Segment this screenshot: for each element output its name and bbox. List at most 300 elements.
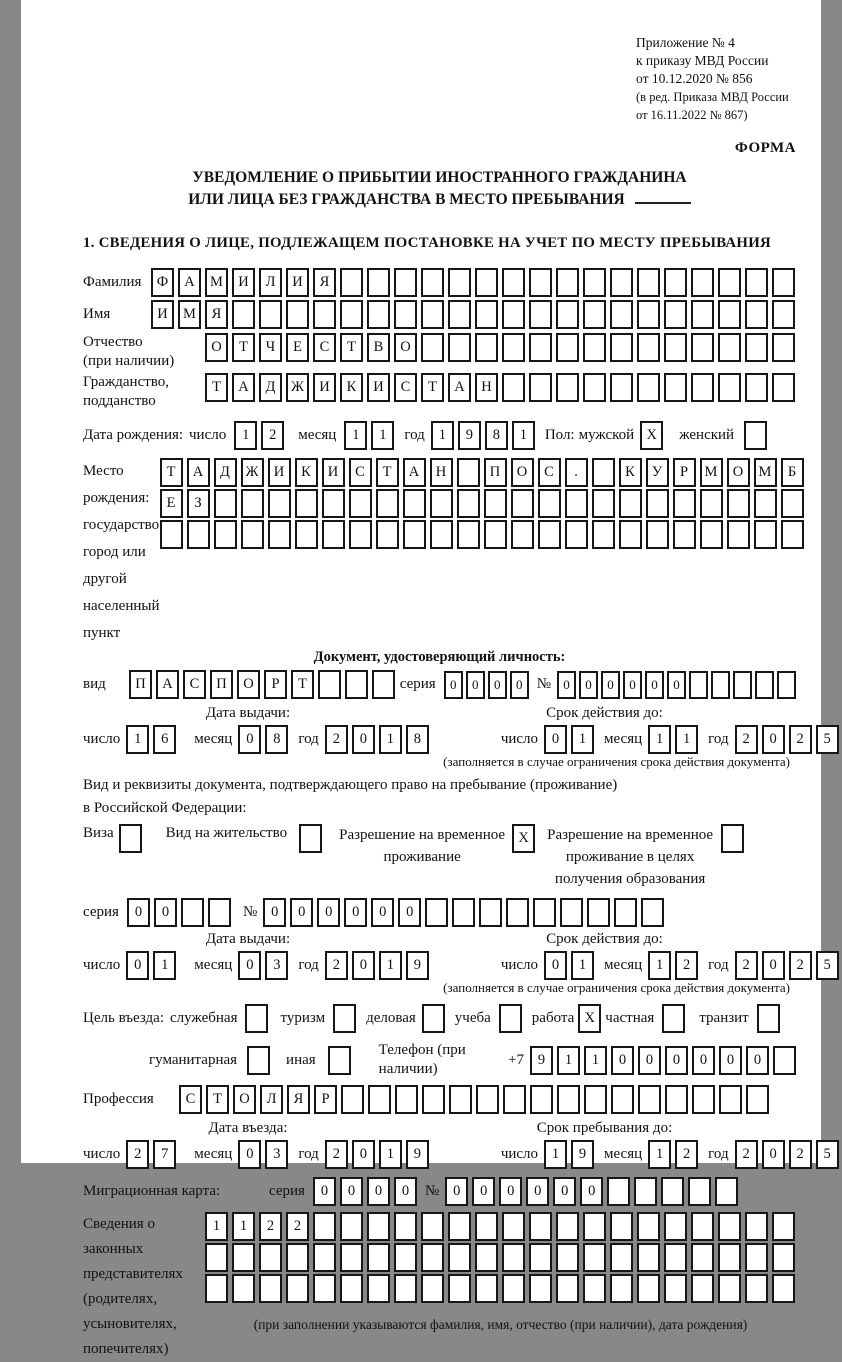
form-cell[interactable] [533, 898, 556, 927]
form-cell[interactable] [592, 489, 615, 518]
form-cell[interactable]: 1 [344, 421, 367, 450]
form-cell[interactable] [556, 333, 579, 362]
form-cell[interactable]: С [349, 458, 372, 487]
form-cell[interactable]: 0 [313, 1177, 336, 1206]
form-cell[interactable] [322, 489, 345, 518]
form-cell[interactable]: 2 [789, 725, 812, 754]
form-cell[interactable] [718, 300, 741, 329]
form-cell[interactable]: 0 [553, 1177, 576, 1206]
form-cell[interactable] [583, 1212, 606, 1241]
form-cell[interactable]: И [268, 458, 291, 487]
form-cell[interactable] [187, 520, 210, 549]
form-cell[interactable] [661, 1177, 684, 1206]
form-cell[interactable] [119, 824, 142, 853]
form-cell[interactable] [745, 1212, 768, 1241]
form-cell[interactable]: Т [421, 373, 444, 402]
form-cell[interactable] [781, 489, 804, 518]
form-cell[interactable] [367, 1243, 390, 1272]
form-cell[interactable]: Я [313, 268, 336, 297]
form-cell[interactable] [538, 489, 561, 518]
form-cell[interactable]: 1 [379, 951, 402, 980]
form-cell[interactable] [587, 898, 610, 927]
form-cell[interactable]: Я [287, 1085, 310, 1114]
form-cell[interactable]: 0 [526, 1177, 549, 1206]
form-cell[interactable]: Т [340, 333, 363, 362]
form-cell[interactable] [430, 520, 453, 549]
form-cell[interactable] [718, 268, 741, 297]
form-cell[interactable] [772, 268, 795, 297]
form-cell[interactable]: Л [259, 268, 282, 297]
form-cell[interactable]: К [619, 458, 642, 487]
form-cell[interactable]: 2 [735, 951, 758, 980]
form-cell[interactable]: И [232, 268, 255, 297]
form-cell[interactable] [394, 1212, 417, 1241]
form-cell[interactable] [610, 268, 633, 297]
form-cell[interactable] [610, 1243, 633, 1272]
form-cell[interactable] [502, 333, 525, 362]
form-cell[interactable] [637, 333, 660, 362]
form-cell[interactable]: 0 [352, 951, 375, 980]
form-cell[interactable] [560, 898, 583, 927]
form-cell[interactable]: А [232, 373, 255, 402]
form-cell[interactable] [394, 1274, 417, 1303]
form-cell[interactable] [430, 489, 453, 518]
form-cell[interactable] [556, 1274, 579, 1303]
form-cell[interactable] [745, 268, 768, 297]
form-cell[interactable] [502, 1243, 525, 1272]
form-cell[interactable] [691, 1243, 714, 1272]
form-cell[interactable]: 2 [126, 1140, 149, 1169]
form-cell[interactable] [394, 300, 417, 329]
form-cell[interactable] [372, 670, 395, 699]
form-cell[interactable] [583, 373, 606, 402]
form-cell[interactable] [745, 300, 768, 329]
form-cell[interactable] [259, 1274, 282, 1303]
form-cell[interactable]: Е [286, 333, 309, 362]
form-cell[interactable]: И [313, 373, 336, 402]
form-cell[interactable]: И [286, 268, 309, 297]
form-cell[interactable] [757, 1004, 780, 1033]
form-cell[interactable]: 0 [510, 671, 529, 699]
form-cell[interactable]: С [394, 373, 417, 402]
form-cell[interactable]: 1 [126, 725, 149, 754]
form-cell[interactable]: В [367, 333, 390, 362]
form-cell[interactable] [259, 1243, 282, 1272]
form-cell[interactable] [506, 898, 529, 927]
form-cell[interactable]: 0 [317, 898, 340, 927]
form-cell[interactable] [499, 1004, 522, 1033]
form-cell[interactable]: Д [214, 458, 237, 487]
form-cell[interactable]: 0 [579, 671, 598, 699]
form-cell[interactable] [328, 1046, 351, 1075]
form-cell[interactable]: 1 [544, 1140, 567, 1169]
form-cell[interactable] [777, 671, 796, 699]
form-cell[interactable] [313, 1212, 336, 1241]
form-cell[interactable] [205, 1274, 228, 1303]
form-cell[interactable]: А [178, 268, 201, 297]
form-cell[interactable]: 1 [153, 951, 176, 980]
form-cell[interactable]: 7 [153, 1140, 176, 1169]
form-cell[interactable] [718, 1243, 741, 1272]
form-cell[interactable]: 0 [623, 671, 642, 699]
form-cell[interactable] [476, 1085, 499, 1114]
form-cell[interactable] [286, 1274, 309, 1303]
form-cell[interactable]: С [179, 1085, 202, 1114]
form-cell[interactable]: 0 [488, 671, 507, 699]
form-cell[interactable]: 0 [638, 1046, 661, 1075]
form-cell[interactable] [349, 520, 372, 549]
form-cell[interactable]: 2 [675, 951, 698, 980]
form-cell[interactable]: 0 [499, 1177, 522, 1206]
form-cell[interactable]: Р [314, 1085, 337, 1114]
form-cell[interactable] [422, 1004, 445, 1033]
form-cell[interactable] [718, 373, 741, 402]
form-cell[interactable] [711, 671, 730, 699]
form-cell[interactable]: К [295, 458, 318, 487]
form-cell[interactable] [295, 489, 318, 518]
form-cell[interactable] [673, 489, 696, 518]
form-cell[interactable] [754, 520, 777, 549]
form-cell[interactable] [718, 1274, 741, 1303]
form-cell[interactable] [208, 898, 231, 927]
form-cell[interactable] [556, 300, 579, 329]
form-cell[interactable] [376, 489, 399, 518]
form-cell[interactable]: М [178, 300, 201, 329]
form-cell[interactable]: Т [160, 458, 183, 487]
form-cell[interactable] [772, 1243, 795, 1272]
form-cell[interactable]: М [754, 458, 777, 487]
form-cell[interactable] [538, 520, 561, 549]
form-cell[interactable] [583, 300, 606, 329]
form-cell[interactable]: Н [430, 458, 453, 487]
form-cell[interactable] [614, 898, 637, 927]
form-cell[interactable]: 0 [611, 1046, 634, 1075]
form-cell[interactable] [691, 1274, 714, 1303]
form-cell[interactable]: 1 [234, 421, 257, 450]
form-cell[interactable] [715, 1177, 738, 1206]
form-cell[interactable] [448, 1212, 471, 1241]
form-cell[interactable]: 1 [584, 1046, 607, 1075]
form-cell[interactable]: З [187, 489, 210, 518]
form-cell[interactable]: 0 [472, 1177, 495, 1206]
form-cell[interactable]: И [367, 373, 390, 402]
form-cell[interactable] [745, 333, 768, 362]
form-cell[interactable] [529, 333, 552, 362]
form-cell[interactable]: С [183, 670, 206, 699]
form-cell[interactable] [664, 1212, 687, 1241]
form-cell[interactable] [772, 300, 795, 329]
form-cell[interactable] [610, 300, 633, 329]
form-cell[interactable] [641, 898, 664, 927]
form-cell[interactable] [556, 373, 579, 402]
form-cell[interactable] [721, 824, 744, 853]
form-cell[interactable] [421, 1212, 444, 1241]
form-cell[interactable] [160, 520, 183, 549]
form-cell[interactable]: 0 [352, 1140, 375, 1169]
form-cell[interactable]: 8 [265, 725, 288, 754]
form-cell[interactable]: 2 [789, 1140, 812, 1169]
form-cell[interactable] [665, 1085, 688, 1114]
form-cell[interactable]: 0 [544, 725, 567, 754]
form-cell[interactable]: 0 [762, 725, 785, 754]
form-cell[interactable]: Т [205, 373, 228, 402]
form-cell[interactable]: 3 [265, 1140, 288, 1169]
form-cell[interactable] [773, 1046, 796, 1075]
form-cell[interactable] [529, 373, 552, 402]
form-cell[interactable]: 0 [466, 671, 485, 699]
form-cell[interactable]: У [646, 458, 669, 487]
form-cell[interactable] [511, 520, 534, 549]
form-cell[interactable] [634, 1177, 657, 1206]
form-cell[interactable]: Т [206, 1085, 229, 1114]
form-cell[interactable]: X [512, 824, 535, 853]
form-cell[interactable]: 1 [205, 1212, 228, 1241]
form-cell[interactable]: 0 [667, 671, 686, 699]
form-cell[interactable]: А [448, 373, 471, 402]
form-cell[interactable] [340, 300, 363, 329]
form-cell[interactable] [637, 373, 660, 402]
form-cell[interactable] [610, 333, 633, 362]
form-cell[interactable]: О [205, 333, 228, 362]
form-cell[interactable]: 1 [371, 421, 394, 450]
form-cell[interactable] [727, 489, 750, 518]
form-cell[interactable] [565, 520, 588, 549]
form-cell[interactable]: 8 [485, 421, 508, 450]
form-cell[interactable] [286, 300, 309, 329]
form-cell[interactable] [340, 1212, 363, 1241]
form-cell[interactable] [425, 898, 448, 927]
form-cell[interactable] [745, 373, 768, 402]
form-cell[interactable] [475, 268, 498, 297]
form-cell[interactable] [475, 300, 498, 329]
form-cell[interactable]: 0 [127, 898, 150, 927]
form-cell[interactable]: А [156, 670, 179, 699]
form-cell[interactable] [583, 333, 606, 362]
form-cell[interactable]: О [511, 458, 534, 487]
form-cell[interactable]: С [538, 458, 561, 487]
form-cell[interactable] [727, 520, 750, 549]
form-cell[interactable] [341, 1085, 364, 1114]
form-cell[interactable]: 0 [238, 951, 261, 980]
form-cell[interactable] [673, 520, 696, 549]
form-cell[interactable] [345, 670, 368, 699]
form-cell[interactable]: 1 [648, 951, 671, 980]
form-cell[interactable] [313, 300, 336, 329]
form-cell[interactable]: 9 [406, 1140, 429, 1169]
form-cell[interactable]: 1 [431, 421, 454, 450]
form-cell[interactable] [349, 489, 372, 518]
form-cell[interactable] [718, 333, 741, 362]
form-cell[interactable] [422, 1085, 445, 1114]
form-cell[interactable]: 0 [371, 898, 394, 927]
form-cell[interactable] [286, 1243, 309, 1272]
form-cell[interactable] [259, 300, 282, 329]
form-cell[interactable]: П [484, 458, 507, 487]
form-cell[interactable] [691, 333, 714, 362]
form-cell[interactable]: 0 [580, 1177, 603, 1206]
form-cell[interactable] [592, 458, 615, 487]
form-cell[interactable] [610, 1212, 633, 1241]
form-cell[interactable] [664, 333, 687, 362]
form-cell[interactable]: К [340, 373, 363, 402]
form-cell[interactable]: 1 [232, 1212, 255, 1241]
form-cell[interactable] [502, 268, 525, 297]
form-cell[interactable]: 9 [406, 951, 429, 980]
form-cell[interactable] [448, 1274, 471, 1303]
form-cell[interactable] [475, 1212, 498, 1241]
form-cell[interactable] [688, 1177, 711, 1206]
form-cell[interactable]: 1 [571, 951, 594, 980]
form-cell[interactable]: Ж [241, 458, 264, 487]
form-cell[interactable] [340, 268, 363, 297]
form-cell[interactable] [744, 421, 767, 450]
form-cell[interactable] [448, 268, 471, 297]
form-cell[interactable]: 0 [445, 1177, 468, 1206]
form-cell[interactable]: И [151, 300, 174, 329]
form-cell[interactable]: 2 [261, 421, 284, 450]
form-cell[interactable] [565, 489, 588, 518]
form-cell[interactable]: А [187, 458, 210, 487]
form-cell[interactable]: М [205, 268, 228, 297]
form-cell[interactable] [557, 1085, 580, 1114]
form-cell[interactable]: Л [260, 1085, 283, 1114]
form-cell[interactable] [583, 1243, 606, 1272]
form-cell[interactable]: 2 [325, 1140, 348, 1169]
form-cell[interactable] [502, 300, 525, 329]
form-cell[interactable] [247, 1046, 270, 1075]
form-cell[interactable] [395, 1085, 418, 1114]
form-cell[interactable]: О [237, 670, 260, 699]
form-cell[interactable] [232, 1243, 255, 1272]
form-cell[interactable]: 1 [648, 725, 671, 754]
form-cell[interactable] [638, 1085, 661, 1114]
form-cell[interactable]: 5 [816, 725, 839, 754]
form-cell[interactable]: 0 [645, 671, 664, 699]
form-cell[interactable] [457, 520, 480, 549]
form-cell[interactable] [646, 520, 669, 549]
form-cell[interactable] [241, 520, 264, 549]
form-cell[interactable] [475, 1243, 498, 1272]
form-cell[interactable] [268, 489, 291, 518]
form-cell[interactable]: 0 [398, 898, 421, 927]
form-cell[interactable] [607, 1177, 630, 1206]
form-cell[interactable] [611, 1085, 634, 1114]
form-cell[interactable] [556, 268, 579, 297]
form-cell[interactable] [664, 300, 687, 329]
form-cell[interactable] [637, 1243, 660, 1272]
form-cell[interactable] [610, 1274, 633, 1303]
form-cell[interactable]: 0 [263, 898, 286, 927]
form-cell[interactable]: 2 [735, 725, 758, 754]
form-cell[interactable]: Н [475, 373, 498, 402]
form-cell[interactable] [421, 300, 444, 329]
form-cell[interactable]: 0 [557, 671, 576, 699]
form-cell[interactable] [457, 458, 480, 487]
form-cell[interactable] [214, 520, 237, 549]
form-cell[interactable] [502, 1274, 525, 1303]
form-cell[interactable] [664, 1243, 687, 1272]
form-cell[interactable] [556, 1212, 579, 1241]
form-cell[interactable] [313, 1243, 336, 1272]
form-cell[interactable] [448, 1243, 471, 1272]
form-cell[interactable]: 6 [153, 725, 176, 754]
form-cell[interactable] [367, 300, 390, 329]
form-cell[interactable] [333, 1004, 356, 1033]
form-cell[interactable]: О [233, 1085, 256, 1114]
form-cell[interactable] [733, 671, 752, 699]
form-cell[interactable]: 0 [154, 898, 177, 927]
form-cell[interactable] [646, 489, 669, 518]
form-cell[interactable] [241, 489, 264, 518]
form-cell[interactable] [403, 489, 426, 518]
form-cell[interactable] [376, 520, 399, 549]
form-cell[interactable] [421, 1274, 444, 1303]
form-cell[interactable]: 0 [544, 951, 567, 980]
form-cell[interactable] [475, 1274, 498, 1303]
form-cell[interactable] [448, 333, 471, 362]
form-cell[interactable] [452, 898, 475, 927]
form-cell[interactable] [781, 520, 804, 549]
form-cell[interactable]: М [700, 458, 723, 487]
form-cell[interactable]: 0 [746, 1046, 769, 1075]
form-cell[interactable]: 9 [458, 421, 481, 450]
form-cell[interactable] [181, 898, 204, 927]
form-cell[interactable] [421, 1243, 444, 1272]
form-cell[interactable]: 5 [816, 951, 839, 980]
form-cell[interactable] [745, 1243, 768, 1272]
form-cell[interactable] [205, 1243, 228, 1272]
form-cell[interactable] [449, 1085, 472, 1114]
form-cell[interactable] [662, 1004, 685, 1033]
form-cell[interactable]: Ж [286, 373, 309, 402]
form-cell[interactable] [754, 489, 777, 518]
form-cell[interactable] [637, 1212, 660, 1241]
form-cell[interactable]: 2 [286, 1212, 309, 1241]
form-cell[interactable]: Ф [151, 268, 174, 297]
form-cell[interactable] [619, 489, 642, 518]
form-cell[interactable] [502, 1212, 525, 1241]
form-cell[interactable]: С [313, 333, 336, 362]
form-cell[interactable] [637, 1274, 660, 1303]
form-cell[interactable] [529, 300, 552, 329]
form-cell[interactable] [475, 333, 498, 362]
form-cell[interactable]: 1 [648, 1140, 671, 1169]
form-cell[interactable] [503, 1085, 526, 1114]
form-cell[interactable]: 0 [340, 1177, 363, 1206]
form-cell[interactable] [619, 520, 642, 549]
form-cell[interactable]: 2 [259, 1212, 282, 1241]
form-cell[interactable] [479, 898, 502, 927]
form-cell[interactable]: 0 [719, 1046, 742, 1075]
form-cell[interactable]: . [565, 458, 588, 487]
form-cell[interactable]: 0 [352, 725, 375, 754]
form-cell[interactable] [245, 1004, 268, 1033]
form-cell[interactable]: 2 [325, 725, 348, 754]
form-cell[interactable] [529, 1243, 552, 1272]
form-cell[interactable]: 1 [675, 725, 698, 754]
form-cell[interactable] [394, 1243, 417, 1272]
form-cell[interactable]: 1 [557, 1046, 580, 1075]
form-cell[interactable] [367, 1212, 390, 1241]
form-cell[interactable] [745, 1274, 768, 1303]
form-cell[interactable] [718, 1212, 741, 1241]
form-cell[interactable] [700, 520, 723, 549]
form-cell[interactable]: Я [205, 300, 228, 329]
form-cell[interactable] [448, 300, 471, 329]
form-cell[interactable]: Е [160, 489, 183, 518]
form-cell[interactable] [700, 489, 723, 518]
form-cell[interactable] [691, 268, 714, 297]
